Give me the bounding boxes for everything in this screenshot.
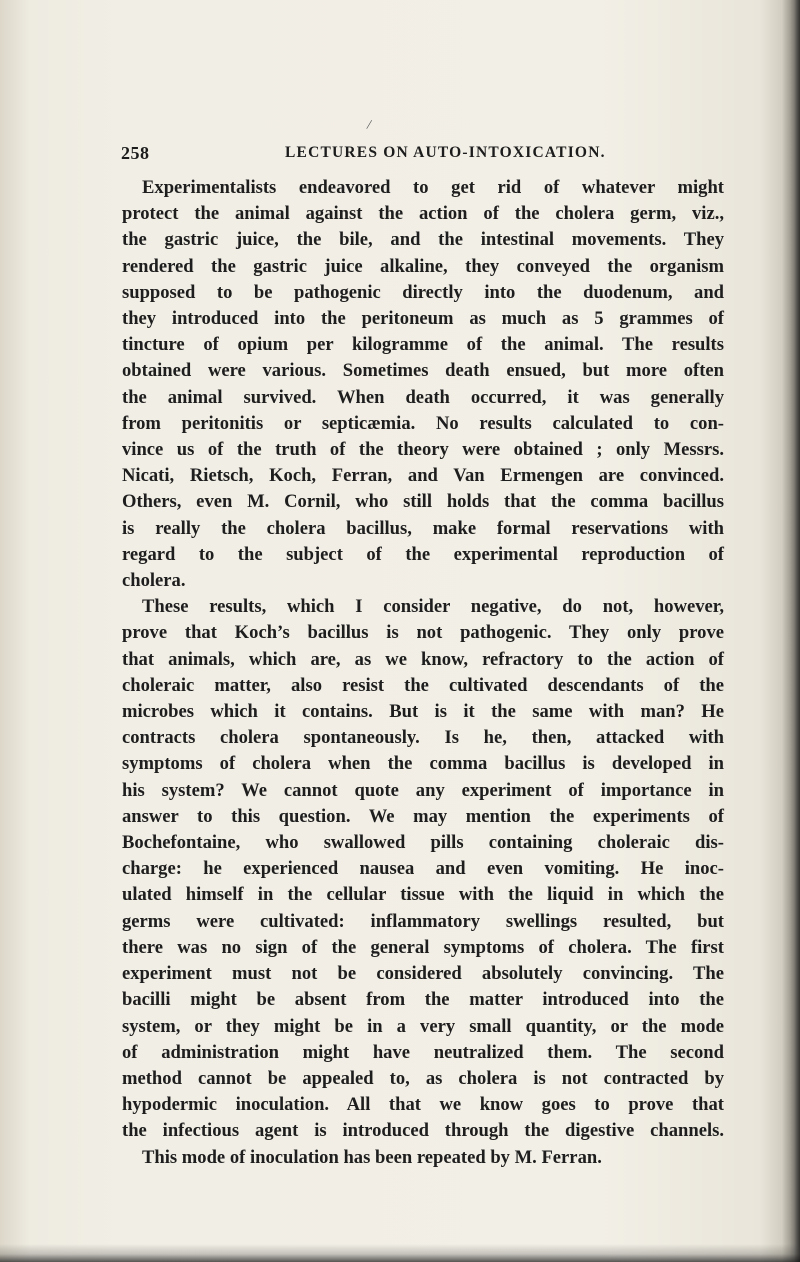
text-line: is really the cholera bacillus, make formal reservations with [122, 517, 724, 539]
text-line: Others, even M. Cornil, who still holds that the comma bacillus [122, 491, 724, 513]
text-line: symptoms of cholera when the comma bacillus is developed in [122, 753, 724, 775]
body-text [122, 175, 724, 1171]
text-line: of administration might have neutralized them. The second [122, 1041, 724, 1063]
text-line: method cannot be appealed to, as cholera is not contracted by [122, 1067, 724, 1089]
text-line: obtained were various. Sometimes death ensued, but more often [122, 360, 724, 382]
text-line: system, or they might be in a very small quantity, or the mode [122, 1015, 724, 1037]
page-edge-shadow [782, 0, 800, 1262]
stray-pencil-mark: / [365, 117, 373, 134]
text-line: vince us of the truth of the theory were obtained ; only Messrs. [122, 439, 724, 461]
text-line: protect the animal against the action of the cholera germ, viz., [122, 203, 724, 225]
text-line: supposed to be pathogenic directly into the duodenum, and [122, 281, 724, 303]
text-line: contracts cholera spontaneously. Is he, then, attacked with [122, 727, 724, 749]
text-line: hypodermic inoculation. All that we know goes to prove that [122, 1094, 724, 1116]
text-line: experiment must not be considered absolutely convincing. The [122, 963, 724, 985]
text-line: germs were cultivated: inflammatory swellings resulted, but [122, 910, 724, 932]
text-line: Bochefontaine, who swallowed pills containing choleraic dis- [122, 832, 724, 854]
text-line: cholera. [122, 570, 186, 592]
running-head: LECTURES ON AUTO-INTOXICATION. [285, 144, 606, 161]
text-line: ulated himself in the cellular tissue with the liquid in which the [122, 884, 724, 906]
text-line: they introduced into the peritoneum as much as 5 grammes of [122, 308, 724, 330]
page-header [121, 143, 721, 167]
text-line: answer to this question. We may mention the experiments of [122, 805, 724, 827]
text-line: that animals, which are, as we know, refractory to the action of [122, 648, 724, 670]
text-line: Experimentalists endeavored to get rid of whatever might [142, 177, 724, 198]
text-line: from peritonitis or septicæmia. No results calculated to con- [122, 412, 724, 434]
text-line: microbes which it contains. But is it the same with man? He [122, 701, 724, 723]
text-line: rendered the gastric juice alkaline, they conveyed the organism [122, 255, 724, 277]
page-number: 258 [121, 143, 150, 163]
text-line: there was no sign of the general symptoms of cholera. The first [122, 936, 724, 958]
text-line: the animal survived. When death occurred, it was generally [122, 386, 724, 408]
text-line: These results, which I consider negative, do not, however, [142, 596, 724, 618]
text-line: choleraic matter, also resist the cultivated descendants of the [122, 674, 724, 696]
text-line: the gastric juice, the bile, and the intestinal movements. They [122, 229, 724, 251]
text-line: his system? We cannot quote any experiment of importance in [122, 779, 724, 801]
page-bottom-shadow [0, 1244, 800, 1262]
text-line: bacilli might be absent from the matter introduced into the [122, 989, 724, 1011]
text-line: This mode of inoculation has been repeated by M. Ferran. [142, 1146, 602, 1168]
text-line: charge: he experienced nausea and even vomiting. He inoc- [122, 858, 724, 880]
text-line: Nicati, Rietsch, Koch, Ferran, and Van Ermengen are convinced. [122, 465, 724, 487]
text-line: regard to the subject of the experimental reproduction of [122, 543, 724, 565]
text-line: tincture of opium per kilogramme of the animal. The results [122, 334, 724, 356]
text-line: prove that Koch’s bacillus is not pathogenic. They only prove [122, 622, 724, 644]
text-line: the infectious agent is introduced through the digestive channels. [122, 1120, 724, 1142]
